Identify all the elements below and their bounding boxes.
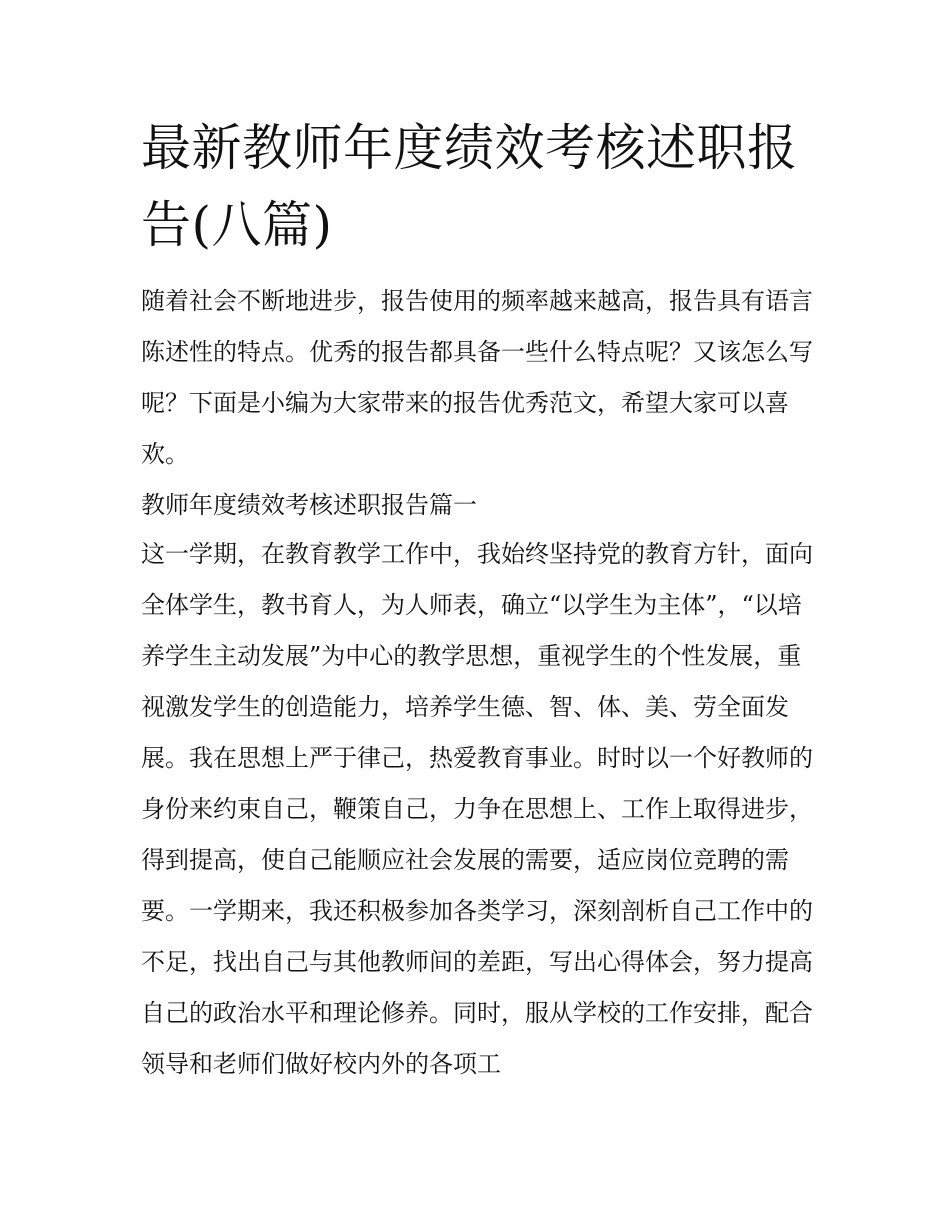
section-heading: 教师年度绩效考核述职报告篇一 bbox=[141, 491, 477, 519]
intro-paragraph: 随着社会不断地进步，报告使用的频率越来越高，报告具有语言陈述性的特点。优秀的报告都具备一些什么特点呢？又该怎么写呢？下面是小编为大家带来的报告优秀范文，希望大家可以喜欢。 bbox=[141, 287, 813, 468]
document-title: 最新教师年度绩效考核述职报告(八篇) bbox=[141, 119, 798, 254]
body-paragraph: 这一学期，在教育教学工作中，我始终坚持党的教育方针，面向全体学生，教书育人，为人师表，确立“以学生为主体”，“以培养学生主动发展”为中心的教学思想，重视学生的个性发展，重视激发学生的创造能力，培养学生德、智、体、美、劳全面发展。我在思想上严于律己，热爱教育事业。时时以一个好教师的身份来约束自己，鞭策自己，力争在思想上、工作上取得进步，得到提高，使自己能顺应社会发展的需要，适应岗位竞聘的需要。一学期来，我还积极参加各类学习，深刻剖析自己工作中的不足，找出自己与其他教师间的差距，写出心得体会，努力提高自己的政治水平和理论修养。同时，服从学校的工作安排，配合领导和老师们做好校内外的各项工 bbox=[141, 540, 813, 1078]
